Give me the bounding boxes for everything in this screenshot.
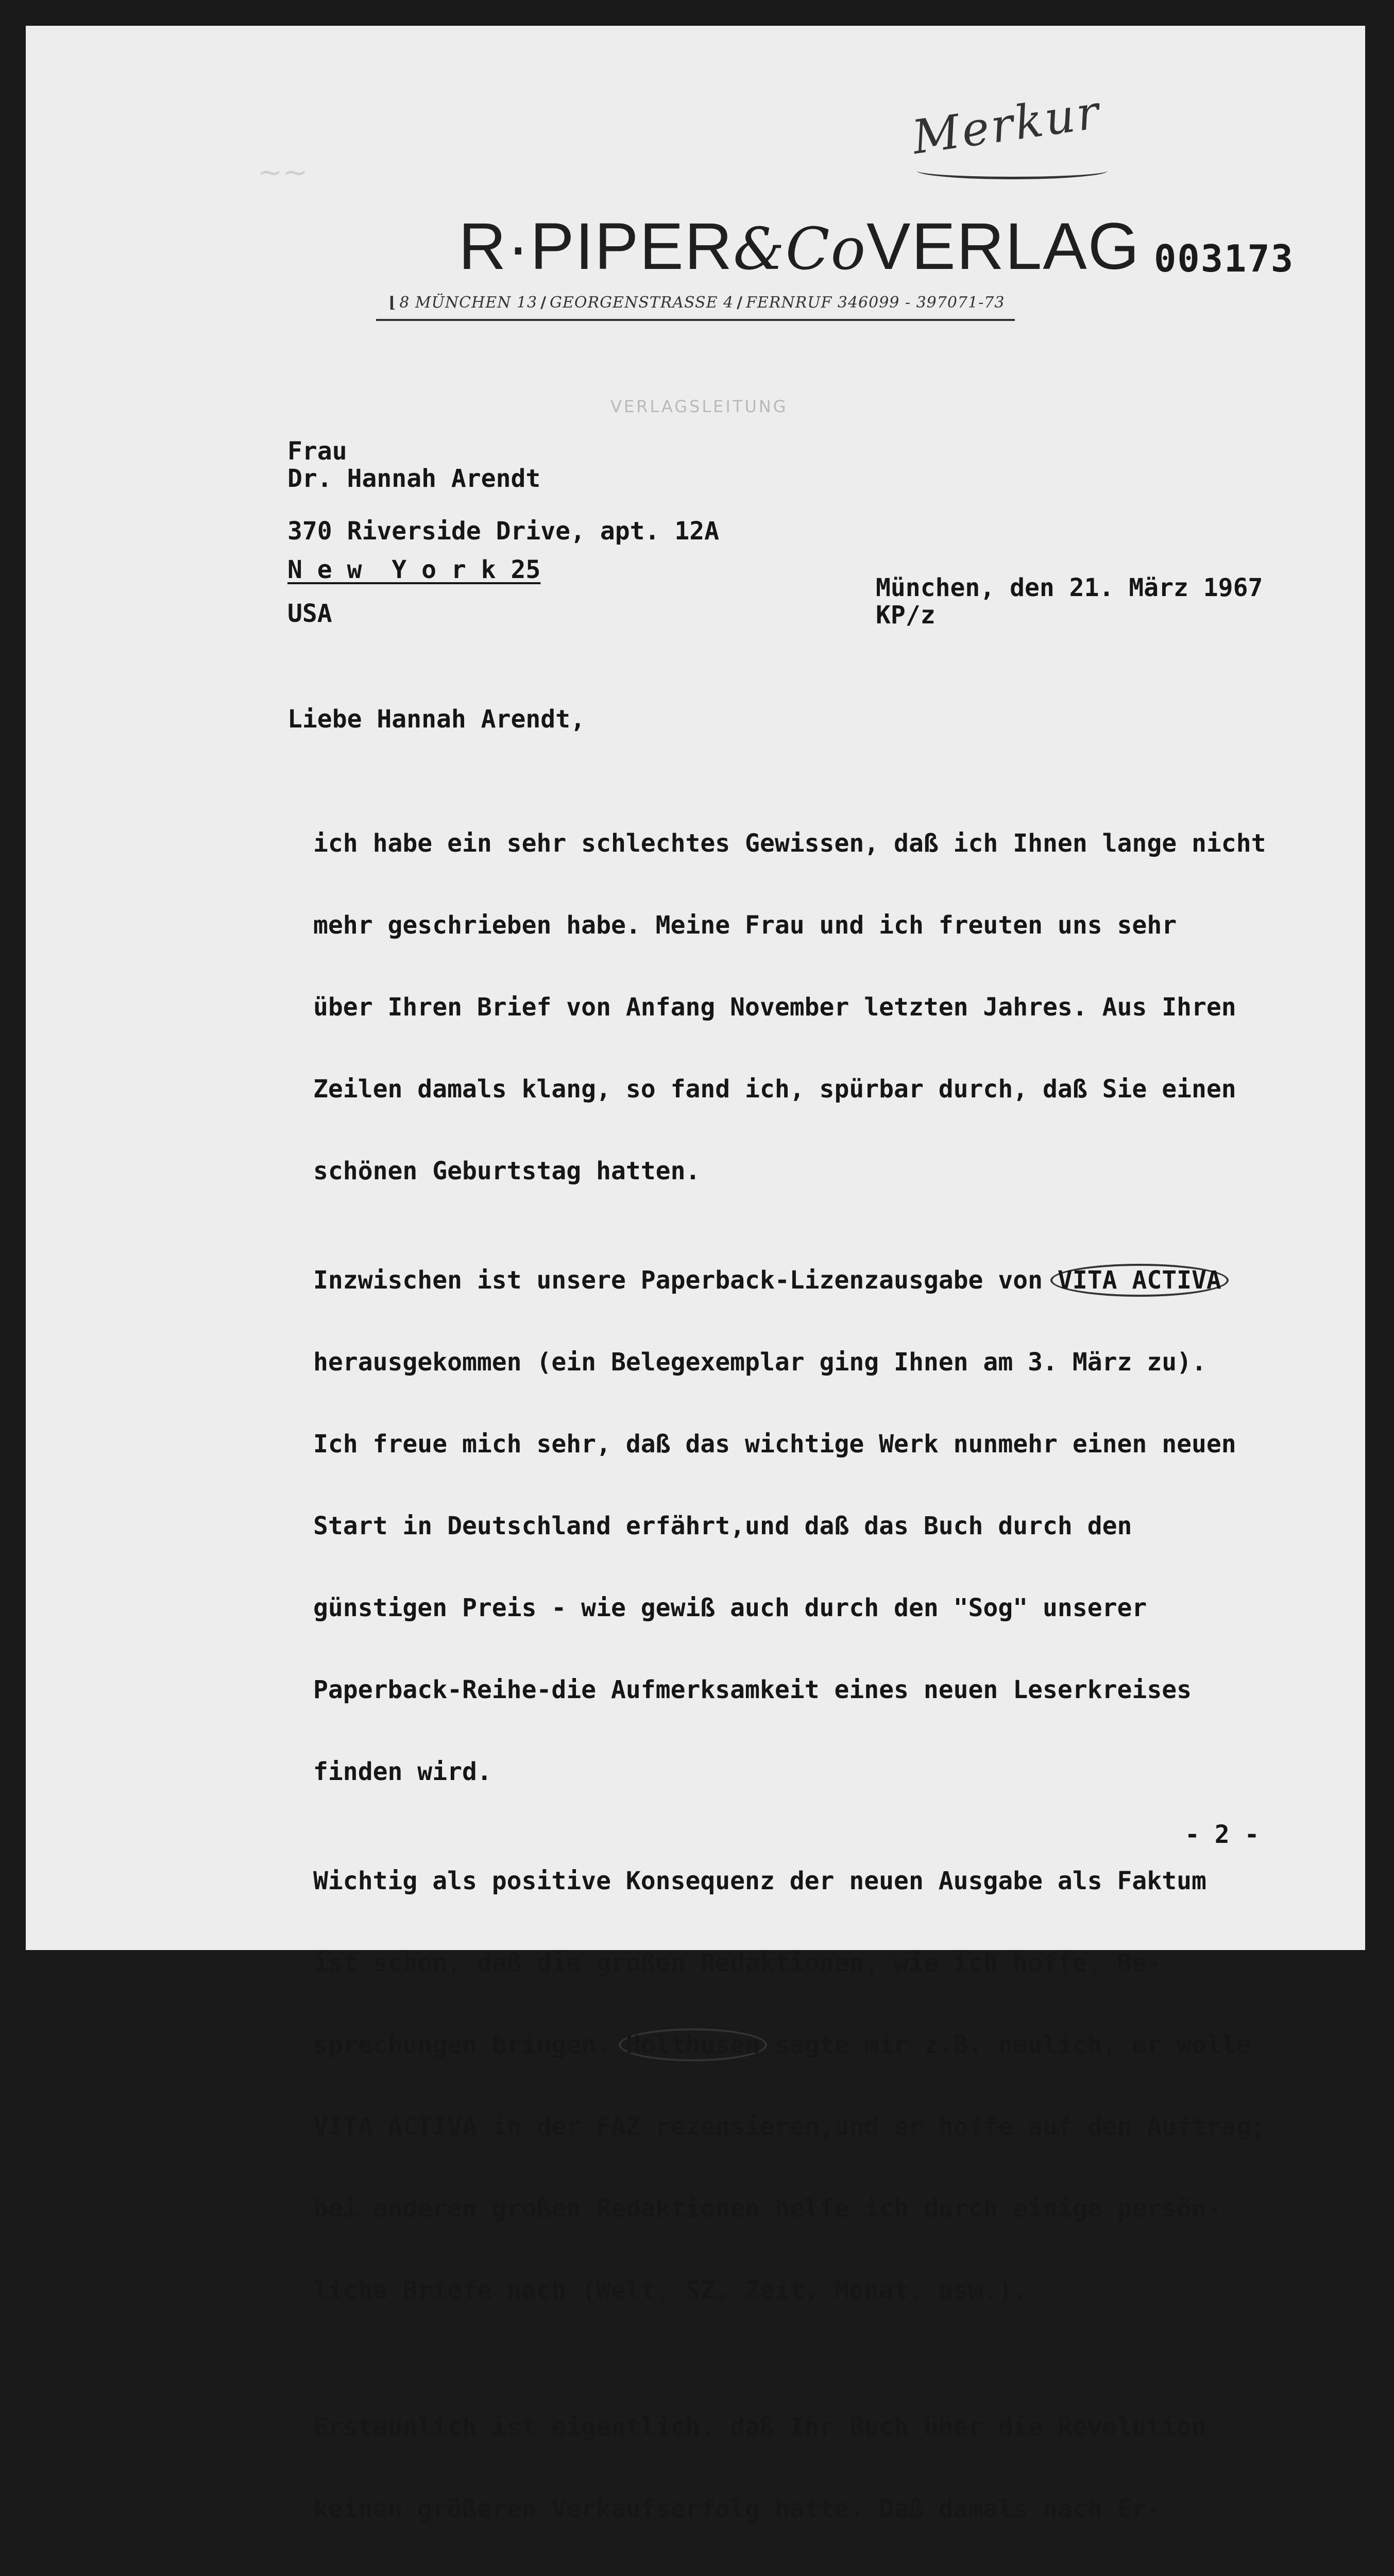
- letterhead-street: GEORGENSTRASSE 4: [550, 294, 734, 312]
- logo-part-piper: R·PIPER: [458, 210, 734, 283]
- reference-line: KP/z: [876, 601, 936, 630]
- department-label: VERLAGSLEITUNG: [610, 397, 788, 416]
- recipient-street: 370 Riverside Drive, apt. 12A: [287, 517, 720, 546]
- body-line: liche Briefe nach (Welt, SZ, Zeit, Monat, usw.).: [313, 2276, 1028, 2305]
- body-line: ist schon, daß die großen Redaktionen, wie ich hoffe, Be-: [313, 1948, 1162, 1977]
- body-line: VITA ACTIVA in der FAZ rezensieren,und er hoffe auf den Auftrag;: [313, 2112, 1266, 2141]
- body-line: Ich freue mich sehr, daß das wichtige Werk nunmehr einen neuen: [313, 1430, 1236, 1459]
- letter-page: [26, 26, 1365, 2523]
- letterhead-phone: FERNRUF 346099 - 397071-73: [746, 294, 1005, 312]
- body-line: über Ihren Brief von Anfang November letzten Jahres. Aus Ihren: [313, 993, 1236, 1022]
- document-number-stamp: 003173: [1154, 237, 1295, 280]
- body-line: keinen größeren Verkaufserfolg hatte. Daß damals nach Er-: [313, 2495, 1162, 2523]
- body-line: Wichtig als positive Konsequenz der neuen Ausgabe als Faktum: [313, 1867, 1206, 1895]
- body-line: mehr geschrieben habe. Meine Frau und ich freuten uns sehr: [313, 911, 1177, 940]
- page-marker: - 2 -: [1185, 1820, 1260, 1849]
- recipient-city: N e w Y o r k 25: [287, 555, 541, 584]
- body-line: ich habe ein sehr schlechtes Gewissen, daß ich Ihnen lange nicht: [313, 829, 1266, 858]
- recipient-name: Dr. Hannah Arendt: [287, 464, 541, 493]
- handwritten-note: Merkur: [909, 84, 1104, 165]
- body-line: finden wird.: [313, 1757, 492, 1786]
- handwritten-underline: [917, 162, 1108, 179]
- date-line: München, den 21. März 1967: [876, 573, 1263, 602]
- recipient-country: USA: [287, 599, 332, 628]
- body-line: Inzwischen ist unsere Paperback-Lizenzausgabe von VITA ACTIVA: [313, 1267, 1385, 1294]
- letter-body: [313, 775, 1385, 2576]
- circled-name: Holthusen: [619, 2028, 767, 2061]
- body-line: Paperback-Reihe-die Aufmerksamkeit eines neuen Leserkreises: [313, 1675, 1192, 1704]
- body-line: Start in Deutschland erfährt,und daß das Buch durch den: [313, 1512, 1132, 1540]
- publisher-logo: [458, 209, 1140, 284]
- circled-title: VITA ACTIVA: [1050, 1264, 1229, 1297]
- letterhead-city: 8 MÜNCHEN 13: [399, 294, 538, 312]
- body-line: Erstaunlich ist eigentlich, daß Ihr Buch über die Revolution: [313, 2413, 1206, 2442]
- body-line: Zeilen damals klang, so fand ich, spürbar durch, daß Sie einen: [313, 1075, 1236, 1104]
- greeting: Liebe Hannah Arendt,: [287, 705, 585, 734]
- logo-part-co: &Co: [733, 216, 867, 283]
- body-line: herausgekommen (ein Belegexemplar ging Ihnen am 3. März zu).: [313, 1348, 1206, 1377]
- body-line: sprechungen bringen. Holthusen sagte mir z.B. neulich, er wolle: [313, 2031, 1385, 2059]
- body-line: günstigen Preis - wie gewiß auch durch den "Sog" unserer: [313, 1594, 1147, 1622]
- letterhead-address: ⌊ 8 MÜNCHEN 13 / GEORGENSTRASSE 4 / FERNRUF 346099 - 397071-73: [376, 294, 1015, 321]
- logo-part-verlag: VERLAG: [866, 210, 1141, 283]
- body-line: schönen Geburtstag hatten.: [313, 1157, 701, 1185]
- recipient-title: Frau: [287, 437, 347, 466]
- faint-mark: ~~: [258, 155, 308, 190]
- body-line: bei anderen großen Redaktionen helfe ich durch einige persön-: [313, 2194, 1221, 2223]
